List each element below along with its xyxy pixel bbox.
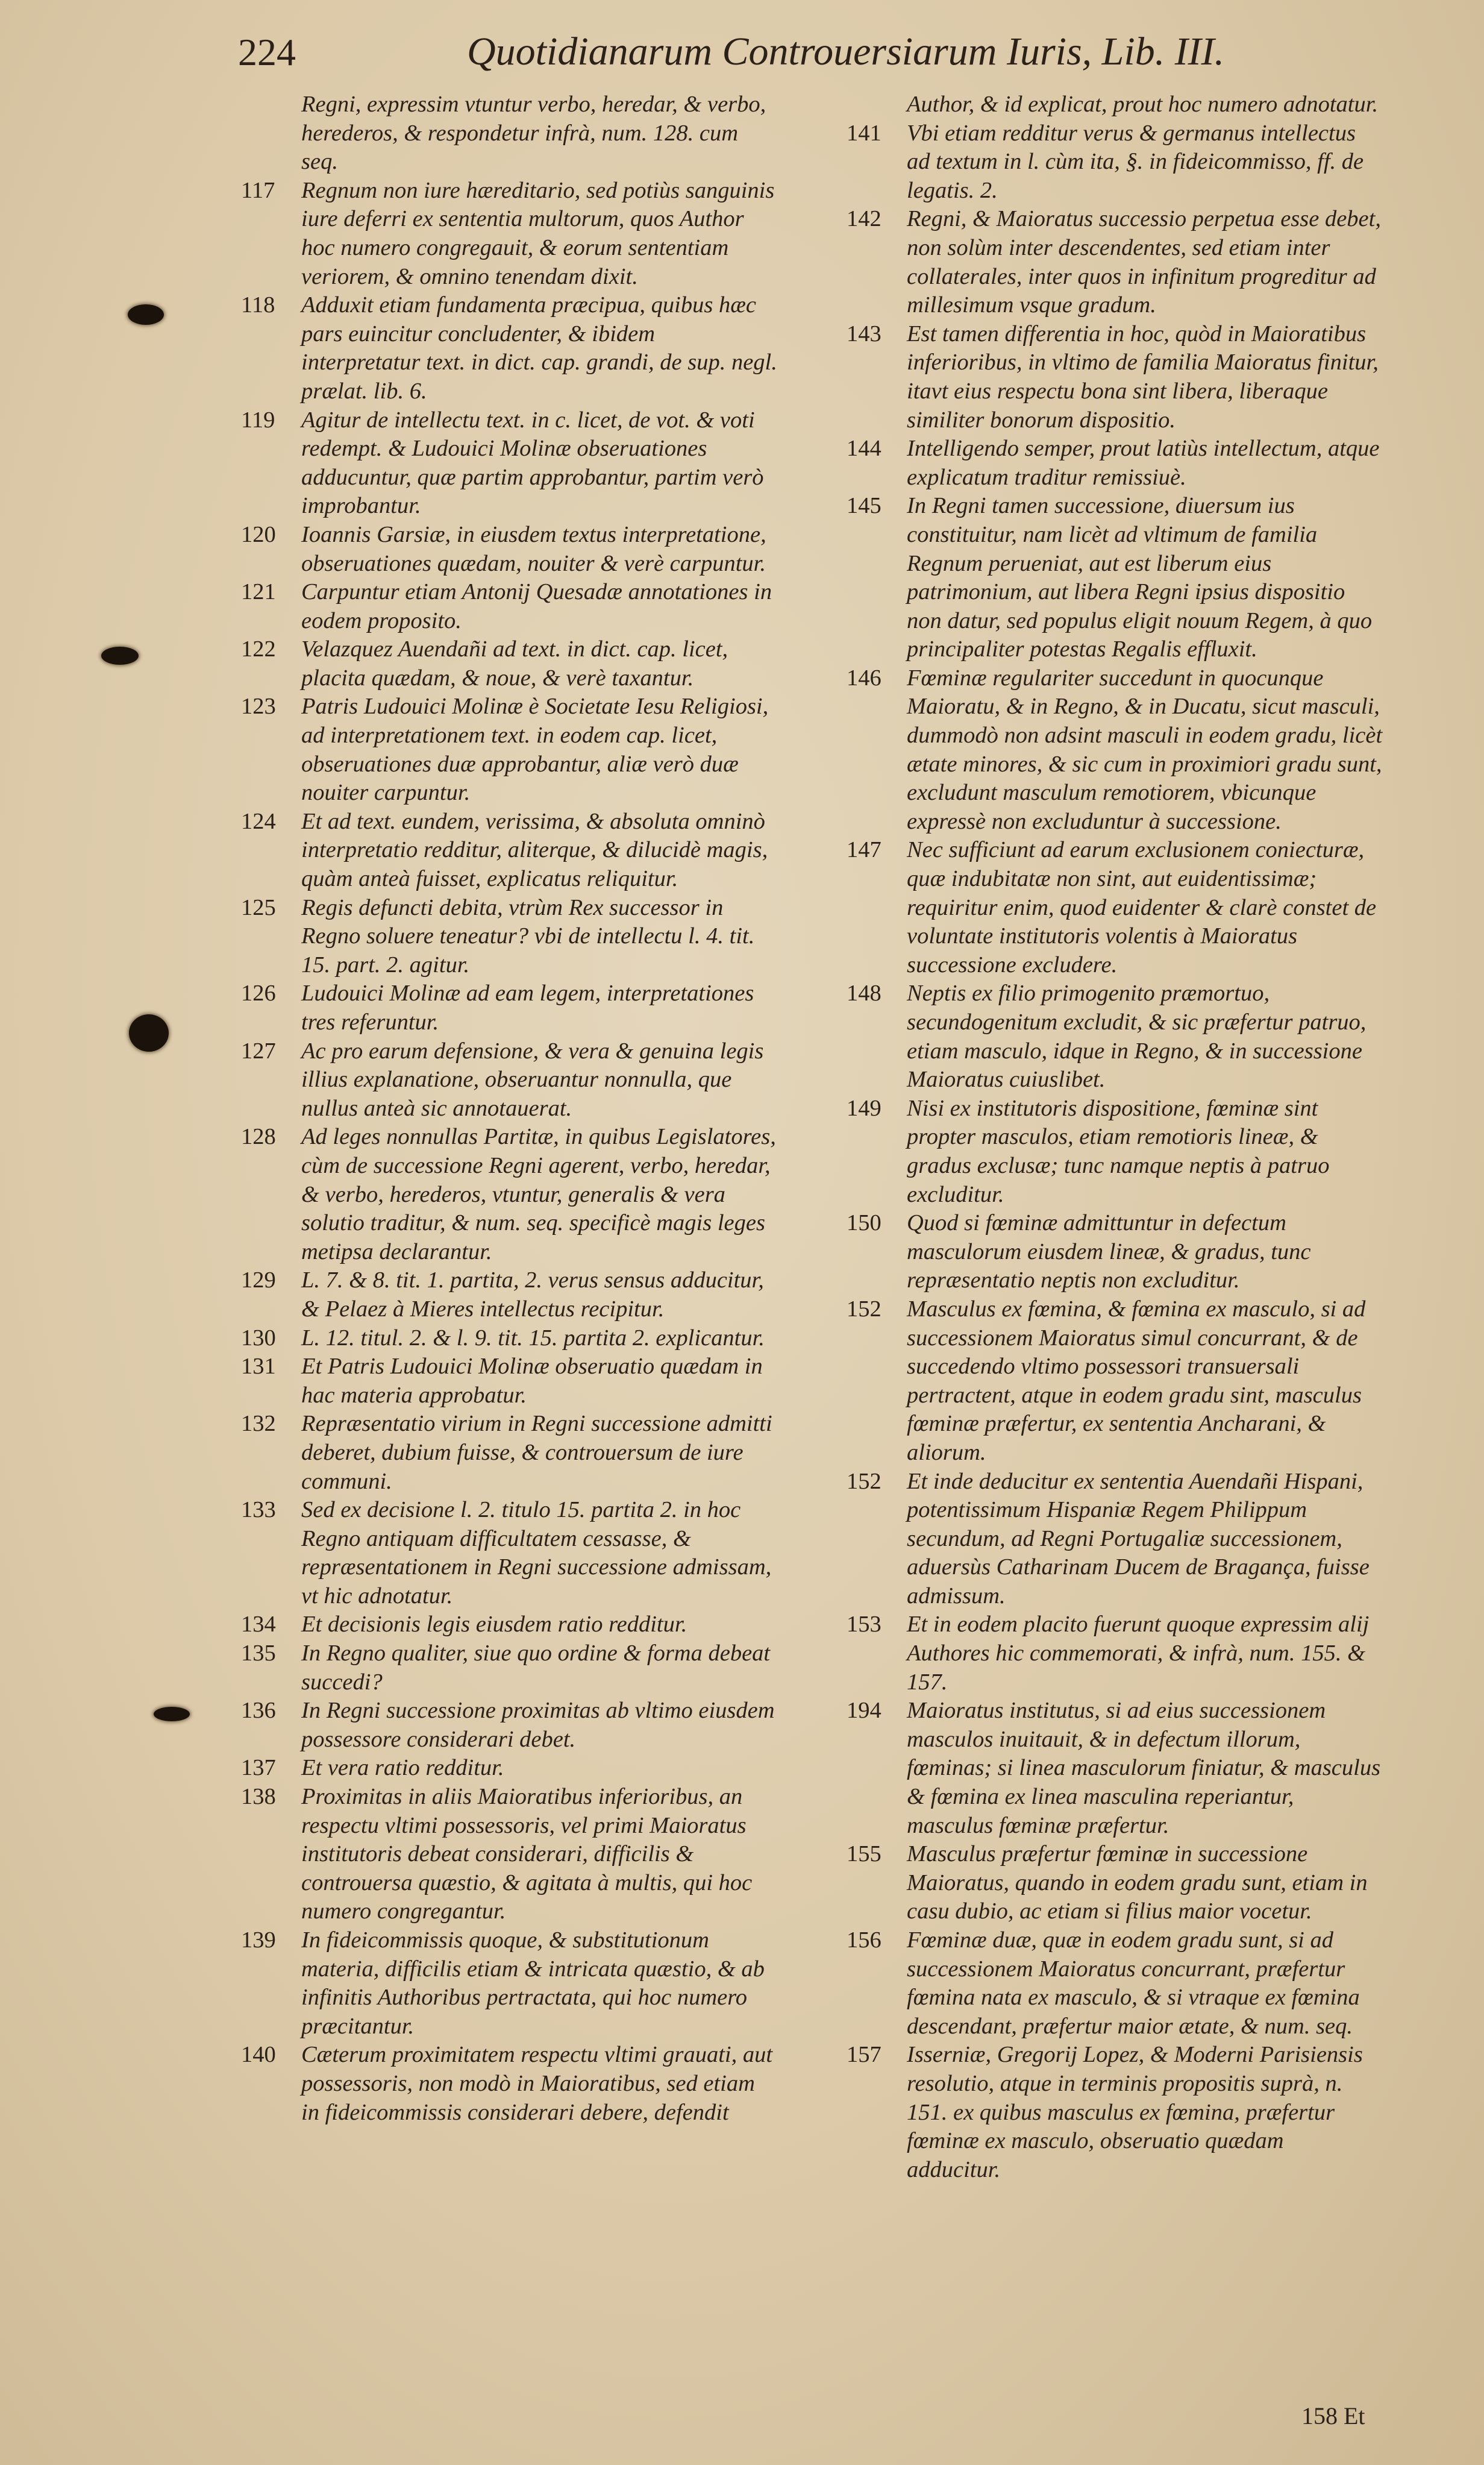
worm-hole bbox=[128, 304, 164, 325]
index-entry bbox=[241, 1266, 777, 1324]
entry-text: Et decisionis legis eiusdem ratio redditur. bbox=[301, 1612, 687, 1638]
worm-hole bbox=[129, 1014, 169, 1052]
entry-number: 117 bbox=[241, 177, 275, 203]
worm-hole bbox=[101, 647, 139, 665]
entry-number: 156 bbox=[847, 1927, 881, 1953]
index-entry bbox=[241, 979, 777, 1037]
entry-number: 143 bbox=[847, 321, 881, 347]
page-number: 224 bbox=[238, 31, 296, 74]
entry-text: Carpuntur etiam Antonij Quesadæ annotationes in eodem proposito. bbox=[301, 579, 772, 633]
right-column bbox=[847, 90, 1383, 2184]
entry-number: 135 bbox=[241, 1641, 276, 1666]
entry-text: L. 7. & 8. tit. 1. partita, 2. verus sensus adducitur, & Pelaez à Mieres intellectus recipitur. bbox=[301, 1267, 764, 1322]
entry-text: Velazquez Auendañi ad text. in dict. cap. licet, placita quædam, & noue, & verè taxantur. bbox=[301, 636, 728, 691]
entry-number: 127 bbox=[241, 1038, 276, 1064]
index-entry bbox=[241, 521, 777, 578]
entry-text: Masculus ex fœmina, & fœmina ex masculo, si ad successionem Maioratus simul concurrant, & de succedendo vltimo possessori transuersali pertractent, atque in eodem gradu sint, masculus fœminæ præfertur, ex sententia Ancharani, & aliorum. bbox=[907, 1296, 1366, 1465]
entry-text: Patris Ludouici Molinæ è Societate Iesu Religiosi, ad interpretationem text. in eodem cap. licet, obseruationes duæ approbantur, aliæ verò duæ nouiter carpuntur. bbox=[301, 694, 769, 806]
entry-text: Isserniæ, Gregorij Lopez, & Moderni Parisiensis resolutio, atque in terminis propositis suprà, n. 151. ex quibus masculus ex fœmina, præfertur fœminæ ex masculo, obseruatio quædam adducitur. bbox=[907, 2042, 1363, 2182]
entry-number: 149 bbox=[847, 1095, 881, 1121]
index-entry bbox=[847, 1926, 1383, 2041]
entry-number: 118 bbox=[241, 292, 275, 318]
index-entry bbox=[847, 836, 1383, 979]
entry-number: 146 bbox=[847, 665, 881, 691]
index-entry bbox=[241, 1754, 777, 1783]
index-entry bbox=[241, 1324, 777, 1353]
entry-number: 142 bbox=[847, 206, 881, 232]
entry-text: Est tamen differentia in hoc, quòd in Maioratibus inferioribus, in vltimo de familia Maioratus finitur, itavt eius respectu bona sint libera, liberaque similiter bonorum dispositio. bbox=[907, 321, 1379, 433]
index-entry bbox=[241, 808, 777, 894]
entry-number: 194 bbox=[847, 1698, 881, 1724]
entry-text: Nisi ex institutoris dispositione, fœminæ sint propter masculos, etiam remotioris lineæ, & gradus exclusæ; tunc namque neptis à patruo excluditur. bbox=[907, 1095, 1330, 1207]
catchword: 158 Et bbox=[1301, 2402, 1365, 2429]
entry-text: Et vera ratio redditur. bbox=[301, 1755, 504, 1781]
index-entry bbox=[241, 1610, 777, 1639]
entry-text: In Regni tamen successione, diuersum ius constituitur, nam licèt ad vltimum de familia Regnum perueniat, aut est liberum eius patrimonium, aut libera Regni ipsius dispositio non datur, sed populus eligit nouum Regem, à quo principaliter potestas Regalis effluxit. bbox=[907, 493, 1373, 662]
entry-text: Adduxit etiam fundamenta præcipua, quibus hæc pars euincitur concludenter, & ibidem interpretatur text. in dict. cap. grandi, de sup. negl. prælat. lib. 6. bbox=[301, 292, 777, 404]
entry-number: 152 bbox=[847, 1468, 881, 1494]
index-entry bbox=[847, 90, 1383, 119]
entry-number: 125 bbox=[241, 894, 276, 920]
index-entry bbox=[241, 1037, 777, 1123]
entry-text: Et ad text. eundem, verissima, & absoluta omninò interpretatio redditur, aliterque, & dilucidè magis, quàm anteà fuisset, explicatus reliquitur. bbox=[301, 808, 768, 892]
index-entry bbox=[241, 578, 777, 635]
entry-text: Ac pro earum defensione, & vera & genuina legis illius explanatione, obseruantur nonnulla, que nullus anteà sic annotauerat. bbox=[301, 1038, 764, 1121]
entry-number: 138 bbox=[241, 1784, 276, 1810]
entry-text: Masculus præfertur fœminæ in successione Maioratus, quando in eodem gradu sunt, etiam in casu dubio, ac etiam si filius maior vocetur. bbox=[907, 1841, 1368, 1924]
index-entry bbox=[847, 664, 1383, 837]
entry-text: Vbi etiam redditur verus & germanus intellectus ad textum in l. cùm ita, §. in fideicommisso, ff. de legatis. 2. bbox=[907, 120, 1364, 203]
worm-hole bbox=[154, 1707, 190, 1721]
entry-number: 153 bbox=[847, 1612, 881, 1638]
index-entry bbox=[241, 1697, 777, 1754]
entry-number: 122 bbox=[241, 636, 276, 662]
entry-text: Intelligendo semper, prout latiùs intellectum, atque explicatum traditur remissiuè. bbox=[907, 436, 1380, 490]
entry-text: In Regni successione proximitas ab vltimo eiusdem possessore considerari debet. bbox=[301, 1698, 775, 1752]
page-header bbox=[238, 25, 1359, 80]
entry-text: Regis defuncti debita, vtrùm Rex successor in Regno soluere teneatur? vbi de intellectu l. 4. tit. 15. part. 2. agitur. bbox=[301, 894, 755, 978]
entry-number: 129 bbox=[241, 1267, 276, 1293]
entry-text: Nec sufficiunt ad earum exclusionem coniecturæ, quæ indubitatæ non sint, aut euidentissimæ; requiritur enim, quod euidenter & clarè constet de voluntate institutoris volentis à Maioratus successione excludere. bbox=[907, 837, 1377, 978]
entry-number: 137 bbox=[241, 1755, 276, 1781]
entry-number: 144 bbox=[847, 436, 881, 462]
index-entry bbox=[847, 1697, 1383, 1840]
entry-text: In Regno qualiter, siue quo ordine & forma debeat succedi? bbox=[301, 1641, 771, 1695]
entry-text: Regni, & Maioratus successio perpetua esse debet, non solùm inter descendentes, sed etiam inter collaterales, inter quos in infinitum progreditur ad millesimum vsque gradum. bbox=[907, 206, 1381, 318]
entry-number: 120 bbox=[241, 521, 276, 547]
entry-number: 119 bbox=[241, 407, 275, 433]
index-entry bbox=[847, 320, 1383, 435]
entry-text: Cæterum proximitatem respectu vltimi grauati, aut possessoris, non modò in Maioratibus, sed etiam in fideicommissis considerari debere, defendit bbox=[301, 2042, 773, 2125]
entry-text: Neptis ex filio primogenito præmortuo, secundogenitum excludit, & sic præfertur patruo, etiam masculo, idque in Regno, & in successione Maioratus cuiuslibet. bbox=[907, 981, 1367, 1093]
entry-number: 139 bbox=[241, 1927, 276, 1953]
entry-number: 121 bbox=[241, 579, 276, 605]
entry-number: 134 bbox=[241, 1612, 276, 1638]
index-entry bbox=[241, 406, 777, 521]
index-entry bbox=[241, 1639, 777, 1697]
entry-number: 128 bbox=[241, 1124, 276, 1150]
index-entry bbox=[847, 2041, 1383, 2184]
entry-number: 140 bbox=[241, 2042, 276, 2068]
index-entry bbox=[241, 90, 777, 177]
index-entry bbox=[847, 1840, 1383, 1926]
entry-number: 155 bbox=[847, 1841, 881, 1867]
index-entry bbox=[241, 2041, 777, 2127]
index-entry bbox=[847, 979, 1383, 1094]
entry-text: Ad leges nonnullas Partitæ, in quibus Legislatores, cùm de successione Regni agerent, verbo, heredar, & verbo, herederos, vtuntur, generalis & vera solutio traditur, & num. seq. specificè magis leges metipsa declarantur. bbox=[301, 1124, 776, 1264]
index-entry bbox=[847, 205, 1383, 319]
entry-text: Regnum non iure hæreditario, sed potiùs sanguinis iure deferri ex sententia multorum, quos Author hoc numero congregauit, & eorum sententiam veriorem, & omnino tenendam dixit. bbox=[301, 177, 775, 289]
entry-number: 130 bbox=[241, 1325, 276, 1351]
entry-number: 136 bbox=[241, 1698, 276, 1724]
entry-text: Fœminæ duæ, quæ in eodem gradu sunt, si ad successionem Maioratus concurrant, præfertur fœmina nata ex masculo, & si vtraque ex fœmina descendant, præfertur maior ætate, & num. seq. bbox=[907, 1927, 1360, 2039]
index-entry bbox=[241, 1123, 777, 1266]
entry-number: 147 bbox=[847, 837, 881, 863]
entry-number: 152 bbox=[847, 1296, 881, 1322]
entry-text: Regni, expressim vtuntur verbo, heredar, & verbo, herederos, & respondetur infrà, num. 128. cum seq. bbox=[301, 92, 766, 175]
entry-text: Fœminæ regulariter succedunt in quocunque Maioratu, & in Regno, & in Ducatu, sicut masculi, dummodò non adsint masculi in eodem gradu, licèt ætate minores, & sic cum in proximiori gradu sunt, excludunt masculum remotiorem, vbicunque expressè non excluduntur à successione. bbox=[907, 665, 1383, 834]
index-entry bbox=[241, 177, 777, 291]
entry-text: Et inde deducitur ex sententia Auendañi Hispani, potentissimum Hispaniæ Regem Philippum secundum, ad Regni Portugaliæ successionem, aduersùs Catharinam Ducem de Bragança, fuisse admissum. bbox=[907, 1468, 1370, 1609]
entry-text: Et Patris Ludouici Molinæ obseruatio quædam in hac materia approbatur. bbox=[301, 1354, 763, 1408]
entry-text: Et in eodem placito fuerunt quoque expressim alij Authores hic commemorati, & infrà, num. 155. & 157. bbox=[907, 1612, 1370, 1695]
entry-text: Repræsentatio virium in Regni successione admitti deberet, dubium fuisse, & controuersum de iure communi. bbox=[301, 1411, 772, 1494]
entry-number: 126 bbox=[241, 981, 276, 1006]
entry-number: 132 bbox=[241, 1411, 276, 1437]
entry-number: 145 bbox=[847, 493, 881, 519]
index-entry bbox=[847, 1094, 1383, 1209]
index-entry bbox=[847, 1610, 1383, 1697]
index-entry bbox=[241, 635, 777, 692]
entry-number: 124 bbox=[241, 808, 276, 834]
index-entry bbox=[241, 1352, 777, 1410]
index-entry bbox=[847, 492, 1383, 664]
index-entry bbox=[241, 1926, 777, 2041]
index-entry bbox=[847, 1468, 1383, 1611]
entry-text: Author, & id explicat, prout hoc numero adnotatur. bbox=[907, 92, 1379, 117]
entry-number: 150 bbox=[847, 1210, 881, 1236]
entry-text: In fideicommissis quoque, & substitutionum materia, difficilis etiam & intricata quæstio, & ab infinitis Authoribus pertractata, qui hoc numero præcitantur. bbox=[301, 1927, 765, 2039]
index-entry bbox=[241, 291, 777, 406]
entry-text: Maioratus institutus, si ad eius successionem masculos inuitauit, & in defectum illorum, fœminas; si linea masculorum finiatur, & masculus & fœmina ex linea masculina reperiantur, masculus fœminæ præfertur. bbox=[907, 1698, 1381, 1838]
entry-text: Agitur de intellectu text. in c. licet, de vot. & voti redempt. & Ludouici Molinæ obseruationes adducuntur, quæ partim approbantur, partim verò improbantur. bbox=[301, 407, 764, 519]
index-entry bbox=[847, 435, 1383, 492]
index-entry bbox=[241, 1496, 777, 1610]
entry-text: Ioannis Garsiæ, in eiusdem textus interpretatione, obseruationes quædam, nouiter & verè carpuntur. bbox=[301, 521, 766, 576]
entry-number: 157 bbox=[847, 2042, 881, 2068]
index-entry bbox=[241, 894, 777, 980]
entry-number: 148 bbox=[847, 981, 881, 1006]
running-title: Quotidianarum Controuersiarum Iuris, Lib. III. bbox=[467, 30, 1225, 74]
entry-text: Sed ex decisione l. 2. titulo 15. partita 2. in hoc Regno antiquam difficultatem cessasse, & repræsentationem in Regni successione admissam, vt hic adnotatur. bbox=[301, 1497, 772, 1609]
index-entry bbox=[241, 692, 777, 807]
entry-text: Ludouici Molinæ ad eam legem, interpretationes tres referuntur. bbox=[301, 981, 754, 1035]
entry-text: Proximitas in aliis Maioratibus inferioribus, an respectu vltimi possessoris, vel primi Maioratus institutoris debeat considerari, difficilis & controuersa quæstio, & agitata à multis, qui hoc numero congregantur. bbox=[301, 1784, 753, 1924]
index-entry bbox=[847, 1295, 1383, 1468]
index-entry bbox=[241, 1410, 777, 1496]
entry-text: L. 12. titul. 2. & l. 9. tit. 15. partita 2. explicantur. bbox=[301, 1325, 765, 1351]
entry-number: 131 bbox=[241, 1354, 276, 1380]
index-entry bbox=[847, 1209, 1383, 1295]
entry-number: 133 bbox=[241, 1497, 276, 1523]
index-entry bbox=[847, 119, 1383, 206]
entry-number: 123 bbox=[241, 694, 276, 720]
entry-text: Quod si fœminæ admittuntur in defectum masculorum eiusdem lineæ, & gradus, tunc repræsentatio neptis non excluditur. bbox=[907, 1210, 1311, 1293]
index-entry bbox=[241, 1783, 777, 1926]
left-column bbox=[241, 90, 777, 2127]
entry-number: 141 bbox=[847, 120, 881, 146]
